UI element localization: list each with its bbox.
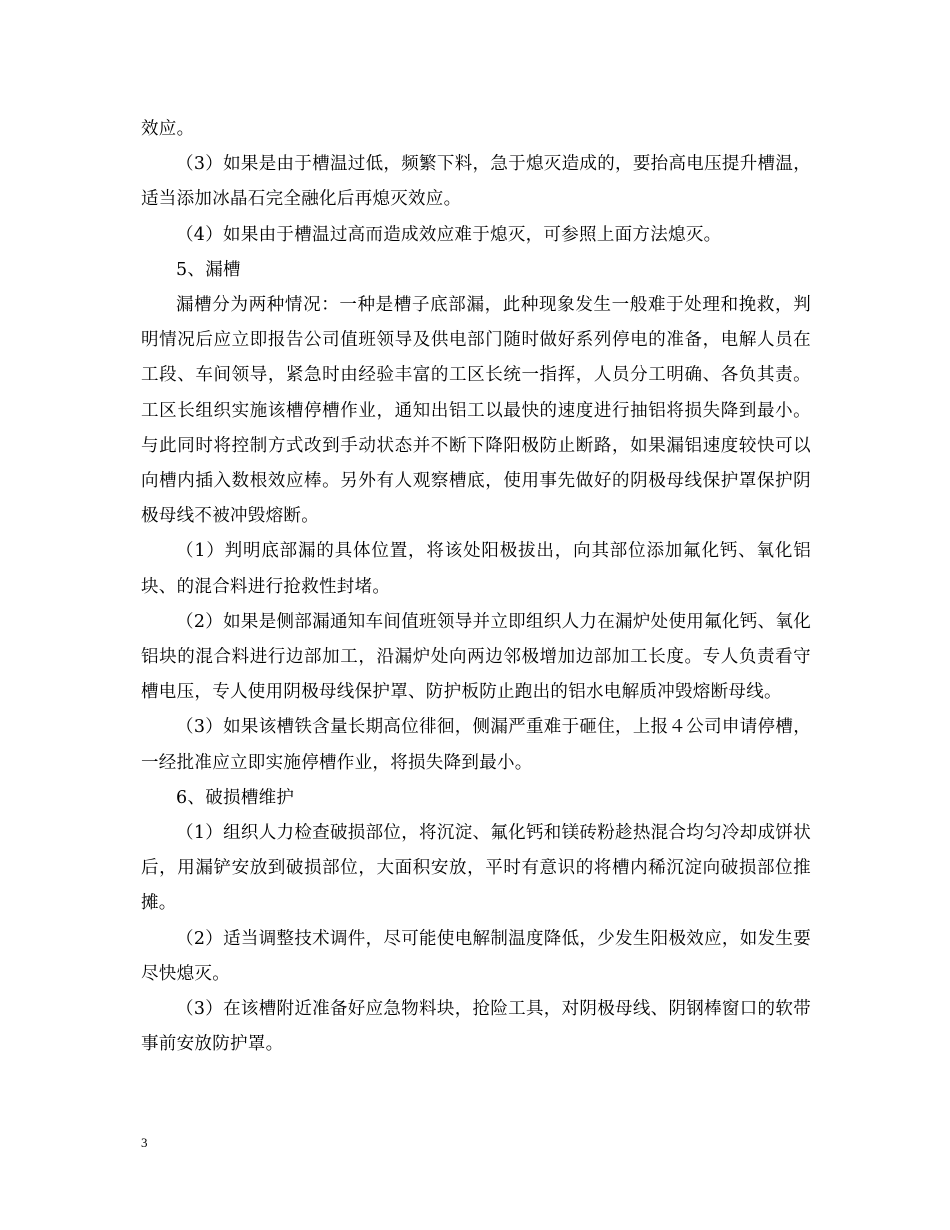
paragraph: （2）适当调整技术调件，尽可能使电解制温度降低，少发生阳极效应，如发生要尽快熄灭。	[141, 928, 811, 984]
paragraph: （1）判明底部漏的具体位置，将该处阳极拔出，向其部位添加氟化钙、氧化铝块、的混合料进行抢救性封堵。	[141, 541, 811, 597]
paragraph: （4）如果由于槽温过高而造成效应难于熄灭，可参照上面方法熄灭。	[176, 224, 722, 245]
paragraph: （3）如果该槽铁含量长期高位徘徊，侧漏严重难于砸住，上报４公司申请停槽，一经批准应立即实施停槽作业，将损失降到最小。	[141, 717, 811, 773]
paragraph: （1）组织人力检查破损部位，将沉淀、氟化钙和镁砖粉趁热混合均匀冷却成饼状后，用漏铲安放到破损部位，大面积安放，平时有意识的将槽内稀沉淀向破损部位推摊。	[141, 823, 811, 914]
section-heading-leakage: 5、漏槽	[176, 259, 241, 280]
section-heading-damaged-cell: 6、破损槽维护	[176, 787, 295, 808]
paragraph: （3）如果是由于槽温过低，频繁下料，急于熄灭造成的，要抬高电压提升槽温，适当添加冰晶石完全融化后再熄灭效应。	[141, 154, 811, 210]
paragraph: 漏槽分为两种情况：一种是槽子底部漏，此种现象发生一般难于处理和挽救，判明情况后应立即报告公司值班领导及供电部门随时做好系列停电的准备，电解人员在工段、车间领导，紧急时由经验丰富的工区长统一指挥，人员分工明确、各负其责。工区长组织实施该槽停槽作业，通知出铝工以最快的速度进行抽铝将损失降到最小。与此同时将控制方式改到手动状态并不断下降阳极防止断路，如果漏铝速度较快可以向槽内插入数根效应棒。另外有人观察槽底，使用事先做好的阴极母线保护罩保护阴极母线不被冲毁熔断。	[141, 295, 811, 527]
document-body	[141, 112, 811, 1062]
page-number: 3	[141, 1135, 148, 1150]
paragraph: （2）如果是侧部漏通知车间值班领导并立即组织人力在漏炉处使用氟化钙、氧化铝块的混合料进行边部加工，沿漏炉处向两边邻极增加边部加工长度。专人负责看守槽电压，专人使用阴极母线保护罩、防护板防止跑出的铝水电解质冲毁熔断母线。	[141, 611, 811, 703]
paragraph: （3）在该槽附近准备好应急物料块，抢险工具，对阴极母线、阴钢棒窗口的软带事前安放防护罩。	[141, 999, 811, 1055]
paragraph: 效应。	[141, 119, 195, 139]
